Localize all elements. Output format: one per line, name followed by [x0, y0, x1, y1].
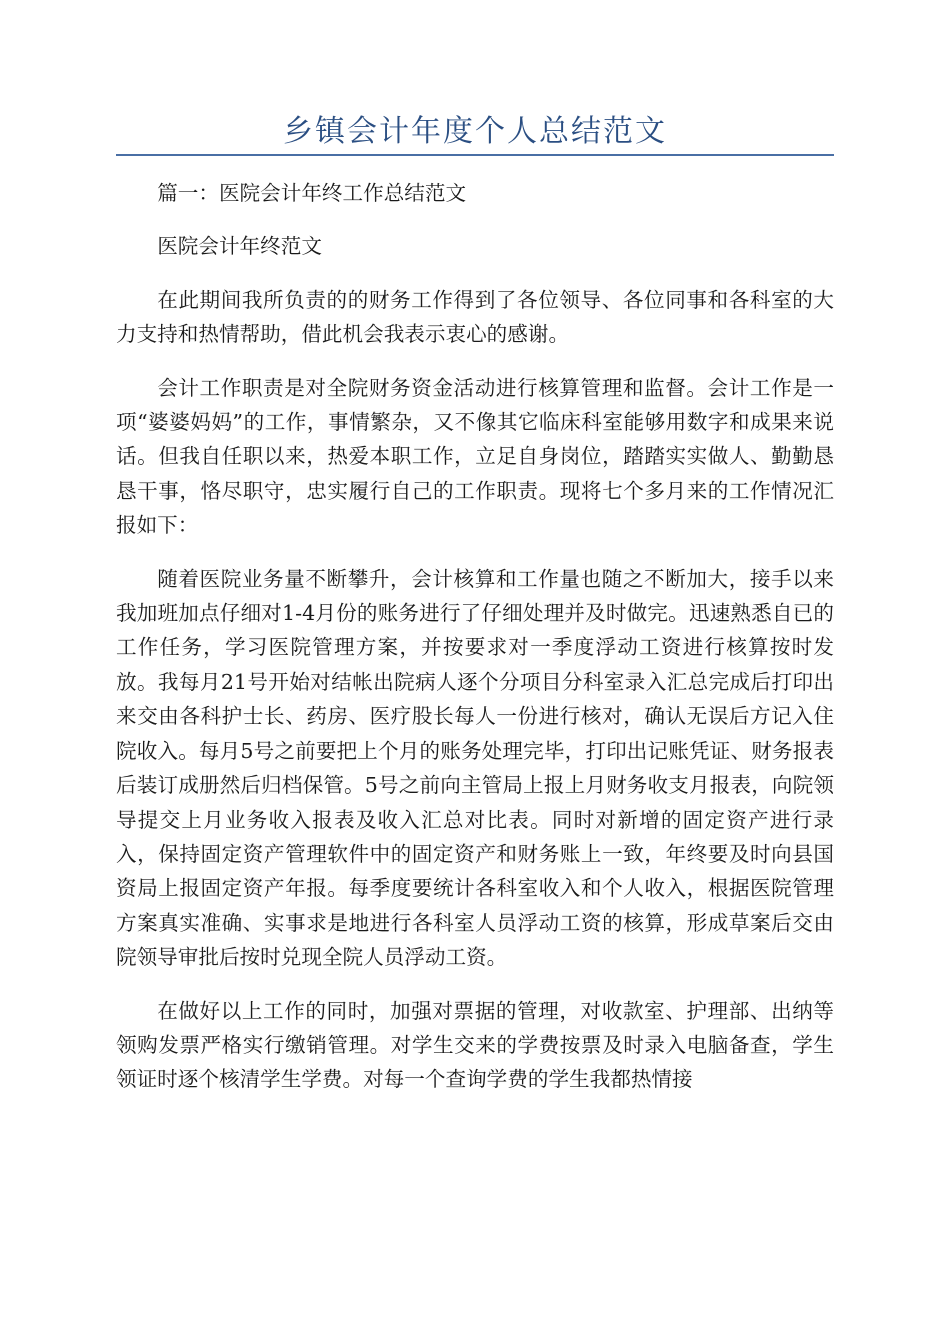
- paragraph-section-heading: 篇一：医院会计年终工作总结范文: [157, 181, 467, 205]
- paragraph: 随着医院业务量不断攀升，会计核算和工作量也随之不断加大，接手以来我加班加点仔细对1-4月份的账务进行了仔细处理并及时做完。迅速熟悉自已的工作任务，学习医院管理方案，并按要求对一季度浮动工资进行核算按时发放。我每月21号开始对结帐出院病人逐个分项目分科室录入汇总完成后打印出来交由各科护士长、药房、医疗股长每人一份进行核对，确认无误后方记入住院收入。每月5号之前要把上个月的账务处理完毕，打印出记账凭证、财务报表后装订成册然后归档保管。5号之前向主管局上报上月财务收支月报表，向院领导提交上月业务收入报表及收入汇总对比表。同时对新增的固定资产进行录入，保持固定资产管理软件中的固定资产和财务账上一致，年终要及时向县国资局上报固定资产年报。每季度要统计各科室收入和个人收入，根据医院管理方案真实准确、实事求是地进行各科室人员浮动工资的核算，形成草案后交由院领导审批后按时兑现全院人员浮动工资。: [116, 566, 834, 970]
- title-underline: [116, 154, 834, 156]
- document-body: [116, 176, 834, 1116]
- paragraph: 会计工作职责是对全院财务资金活动进行核算管理和监督。会计工作是一项“婆婆妈妈”的工作，事情繁杂，又不像其它临床科室能够用数字和成果来说话。但我自任职以来，热爱本职工作，立足自身岗位，踏踏实实做人、勤勤恳恳干事，恪尽职守，忠实履行自己的工作职责。现将七个多月来的工作情况汇报如下：: [116, 375, 834, 538]
- document-title: 乡镇会计年度个人总结范文: [283, 114, 667, 149]
- paragraph: 在做好以上工作的同时，加强对票据的管理，对收款室、护理部、出纳等领购发票严格实行缴销管理。对学生交来的学费按票及时录入电脑备查，学生领证时逐个核清学生学费。对每一个查询学费的学生我都热情接: [116, 998, 834, 1092]
- paragraph-subheading: 医院会计年终范文: [157, 234, 322, 259]
- paragraph: 在此期间我所负责的的财务工作得到了各位领导、各位同事和各科室的大力支持和热情帮助，借此机会我表示衷心的感谢。: [116, 287, 834, 347]
